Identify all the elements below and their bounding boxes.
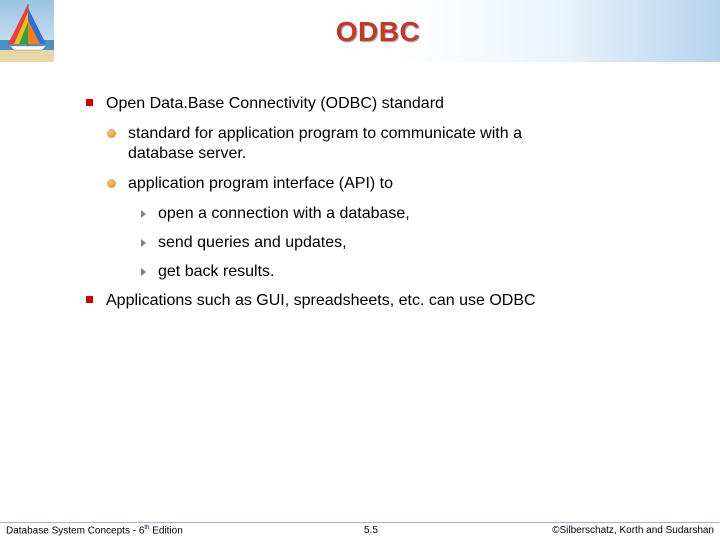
bullet-line: standard for application program to communicate with a bbox=[128, 125, 522, 142]
footer-page-number: 5.5 bbox=[364, 525, 378, 536]
bullet-level3-open bbox=[141, 204, 410, 224]
footer-copyright: ©Silberschatz, Korth and Sudarshan bbox=[552, 525, 714, 536]
bullet-level3-get bbox=[141, 262, 275, 282]
bullet-level2-api bbox=[107, 174, 393, 194]
bullet-level1-odbc bbox=[86, 94, 444, 114]
footer-book-suffix: Edition bbox=[149, 525, 183, 537]
round-bullet-icon bbox=[107, 179, 116, 188]
bullet-text: Open Data.Base Connectivity (ODBC) standard bbox=[106, 95, 444, 112]
square-bullet-icon bbox=[86, 296, 93, 303]
bullet-text: open a connection with a database, bbox=[158, 205, 410, 222]
square-bullet-icon bbox=[86, 99, 93, 106]
bullet-level1-applications bbox=[86, 291, 536, 311]
bullet-text: application program interface (API) to bbox=[128, 175, 394, 192]
bullet-level3-send bbox=[141, 233, 347, 253]
slide-footer bbox=[0, 522, 720, 540]
slide-header bbox=[0, 0, 720, 62]
bullet-level2-standard bbox=[107, 124, 522, 164]
footer-divider bbox=[0, 522, 720, 523]
bullet-text-multiline bbox=[128, 124, 522, 164]
triangle-bullet-icon bbox=[141, 268, 146, 276]
triangle-bullet-icon bbox=[141, 239, 146, 247]
bullet-line: database server. bbox=[128, 145, 247, 162]
bullet-text: get back results. bbox=[158, 263, 275, 280]
bullet-text: Applications such as GUI, spreadsheets, etc. can use ODBC bbox=[106, 292, 536, 309]
footer-book-title bbox=[6, 525, 183, 536]
footer-book-superscript: th bbox=[144, 525, 150, 531]
bullet-text: send queries and updates, bbox=[158, 234, 347, 251]
round-bullet-icon bbox=[107, 129, 116, 138]
triangle-bullet-icon bbox=[141, 210, 146, 218]
footer-book-prefix: Database System Concepts - 6 bbox=[6, 525, 145, 537]
slide-title: ODBC bbox=[335, 16, 421, 47]
